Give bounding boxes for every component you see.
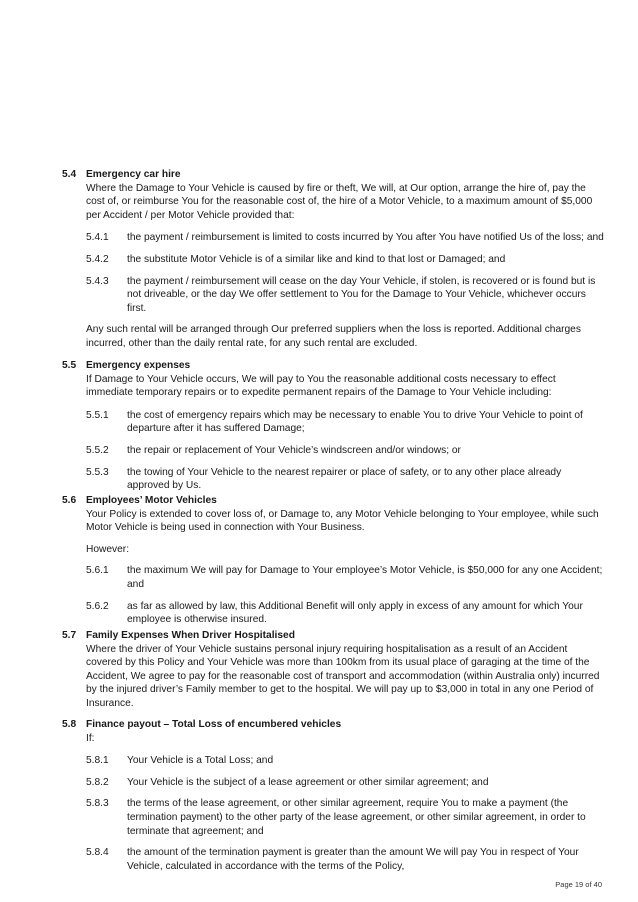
clause-number: 5.4.1 — [86, 232, 109, 244]
clause-5-8-1 — [86, 754, 604, 768]
section-title: Emergency expenses — [86, 360, 191, 371]
section-outro: Any such rental will be arranged through Our preferred suppliers when the loss is reported. Additional charges incurred, other than the daily rental rate, for any such rental are excluded. — [86, 324, 581, 349]
section-5-7 — [62, 629, 604, 711]
section-intro-however: However: — [86, 543, 130, 555]
clause-number: 5.5.2 — [86, 444, 109, 456]
clause-5-5-1 — [86, 409, 604, 436]
section-intro: If Damage to Your Vehicle occurs, We will pay to You the reasonable additional costs necessary to effect immediate temporary repairs or to expedite permanent repairs of the Damage to Your Vehicle including: — [86, 373, 556, 399]
section-number: 5.4 — [62, 169, 77, 180]
section-number: 5.5 — [62, 360, 77, 371]
section-5-8 — [62, 718, 604, 873]
section-title: Employees’ Motor Vehicles — [86, 495, 217, 506]
clause-number: 5.6.1 — [86, 565, 109, 577]
clause-number: 5.5.1 — [86, 409, 109, 421]
section-title: Family Expenses When Driver Hospitalised — [86, 630, 295, 641]
clause-text: the repair or replacement of Your Vehicle’s windscreen and/or windows; or — [127, 444, 461, 456]
clause-5-4-2 — [86, 253, 604, 267]
clause-text: the amount of the termination payment is greater than the amount We will pay You in respect of Your Vehicle, calculated in accordance with the terms of the Policy, — [127, 847, 579, 872]
clause-number: 5.8.4 — [86, 847, 109, 859]
clause-number: 5.5.3 — [86, 466, 109, 478]
section-5-4 — [62, 168, 604, 351]
clause-5-8-2 — [86, 776, 604, 790]
section-heading — [62, 359, 604, 373]
clause-5-8-4 — [86, 846, 604, 873]
section-5-5 — [62, 359, 604, 493]
section-heading — [62, 629, 604, 643]
section-5-6 — [62, 494, 604, 627]
section-title: Emergency car hire — [86, 169, 181, 180]
section-intro: Your Policy is extended to cover loss of, or Damage to, any Motor Vehicle belonging to Your employee, while such Motor Vehicle is being used in connection with Your Business. — [86, 508, 599, 534]
section-heading — [62, 718, 604, 732]
clause-number: 5.6.2 — [86, 600, 109, 612]
clause-number: 5.4.2 — [86, 253, 109, 265]
clause-text: as far as allowed by law, this Additional Benefit will only apply in excess of any amount for which Your employee is otherwise insured. — [127, 600, 583, 626]
clause-5-5-3 — [86, 466, 604, 493]
clause-text: the towing of Your Vehicle to the nearest repairer or place of safety, or to any other place already approved by Us. — [127, 466, 562, 492]
clause-text: the payment / reimbursement will cease on the day Your Vehicle, if stolen, is recovered or is found but is not driveable, or the day We offer settlement to You for the Damage to Your Vehicle, whichever occurs first. — [127, 275, 596, 314]
section-heading — [62, 494, 604, 508]
section-intro: If: — [86, 732, 95, 744]
clause-number: 5.8.1 — [86, 755, 109, 767]
clause-number: 5.8.2 — [86, 776, 109, 788]
clause-5-6-2 — [86, 600, 604, 627]
clause-number: 5.8.3 — [86, 798, 109, 810]
clause-text: Your Vehicle is a Total Loss; and — [127, 755, 274, 767]
clause-text: Your Vehicle is the subject of a lease agreement or other similar agreement; and — [127, 776, 489, 788]
clause-text: the terms of the lease agreement, or other similar agreement, require You to make a payment (the termination payment) to the other party of the lease agreement, or other similar agreement, in order to terminate that agreement; and — [127, 798, 586, 837]
clause-text: the cost of emergency repairs which may be necessary to enable You to drive Your Vehicle to point of departure after it has suffered Damage; — [127, 409, 583, 435]
page-number: Page 19 of 40 — [555, 880, 602, 889]
section-number: 5.7 — [62, 630, 77, 641]
clause-text: the payment / reimbursement is limited to costs incurred by You after You have notified Us of the loss; and — [127, 232, 604, 244]
clause-5-8-3 — [86, 797, 604, 838]
clause-text: the maximum We will pay for Damage to Your employee’s Motor Vehicle, is $50,000 for any one Accident; and — [127, 565, 603, 590]
section-number: 5.8 — [62, 719, 77, 730]
clause-5-4-1 — [86, 231, 604, 245]
clause-5-5-2 — [86, 444, 604, 458]
clause-5-6-1 — [86, 564, 604, 591]
section-title: Finance payout – Total Loss of encumbered vehicles — [86, 719, 342, 730]
section-number: 5.6 — [62, 495, 77, 506]
section-intro: Where the driver of Your Vehicle sustains personal injury requiring hospitalisation as a result of an Accident covered by this Policy and Your Vehicle was more than 100km from its usual place of garaging at the time of the Accident, We agree to pay for the reasonable cost of transport and accommodation (within Australia only) incurred by the injured driver’s Family member to get to the hospital. We will pay up to $3,000 in total in any one Period of Insurance. — [86, 643, 600, 709]
section-heading — [62, 168, 604, 182]
clause-5-4-3 — [86, 275, 604, 316]
clause-number: 5.4.3 — [86, 275, 109, 287]
clause-text: the substitute Motor Vehicle is of a similar like and kind to that lost or Damaged; and — [127, 253, 506, 265]
section-intro: Where the Damage to Your Vehicle is caused by fire or theft, We will, at Our option, arrange the hire of, pay the cost of, or reimburse You for the reasonable cost of, the hire of a Motor Vehicle, to a maximum amount of $5,000 per Accident / per Motor Vehicle provided that: — [86, 182, 593, 221]
